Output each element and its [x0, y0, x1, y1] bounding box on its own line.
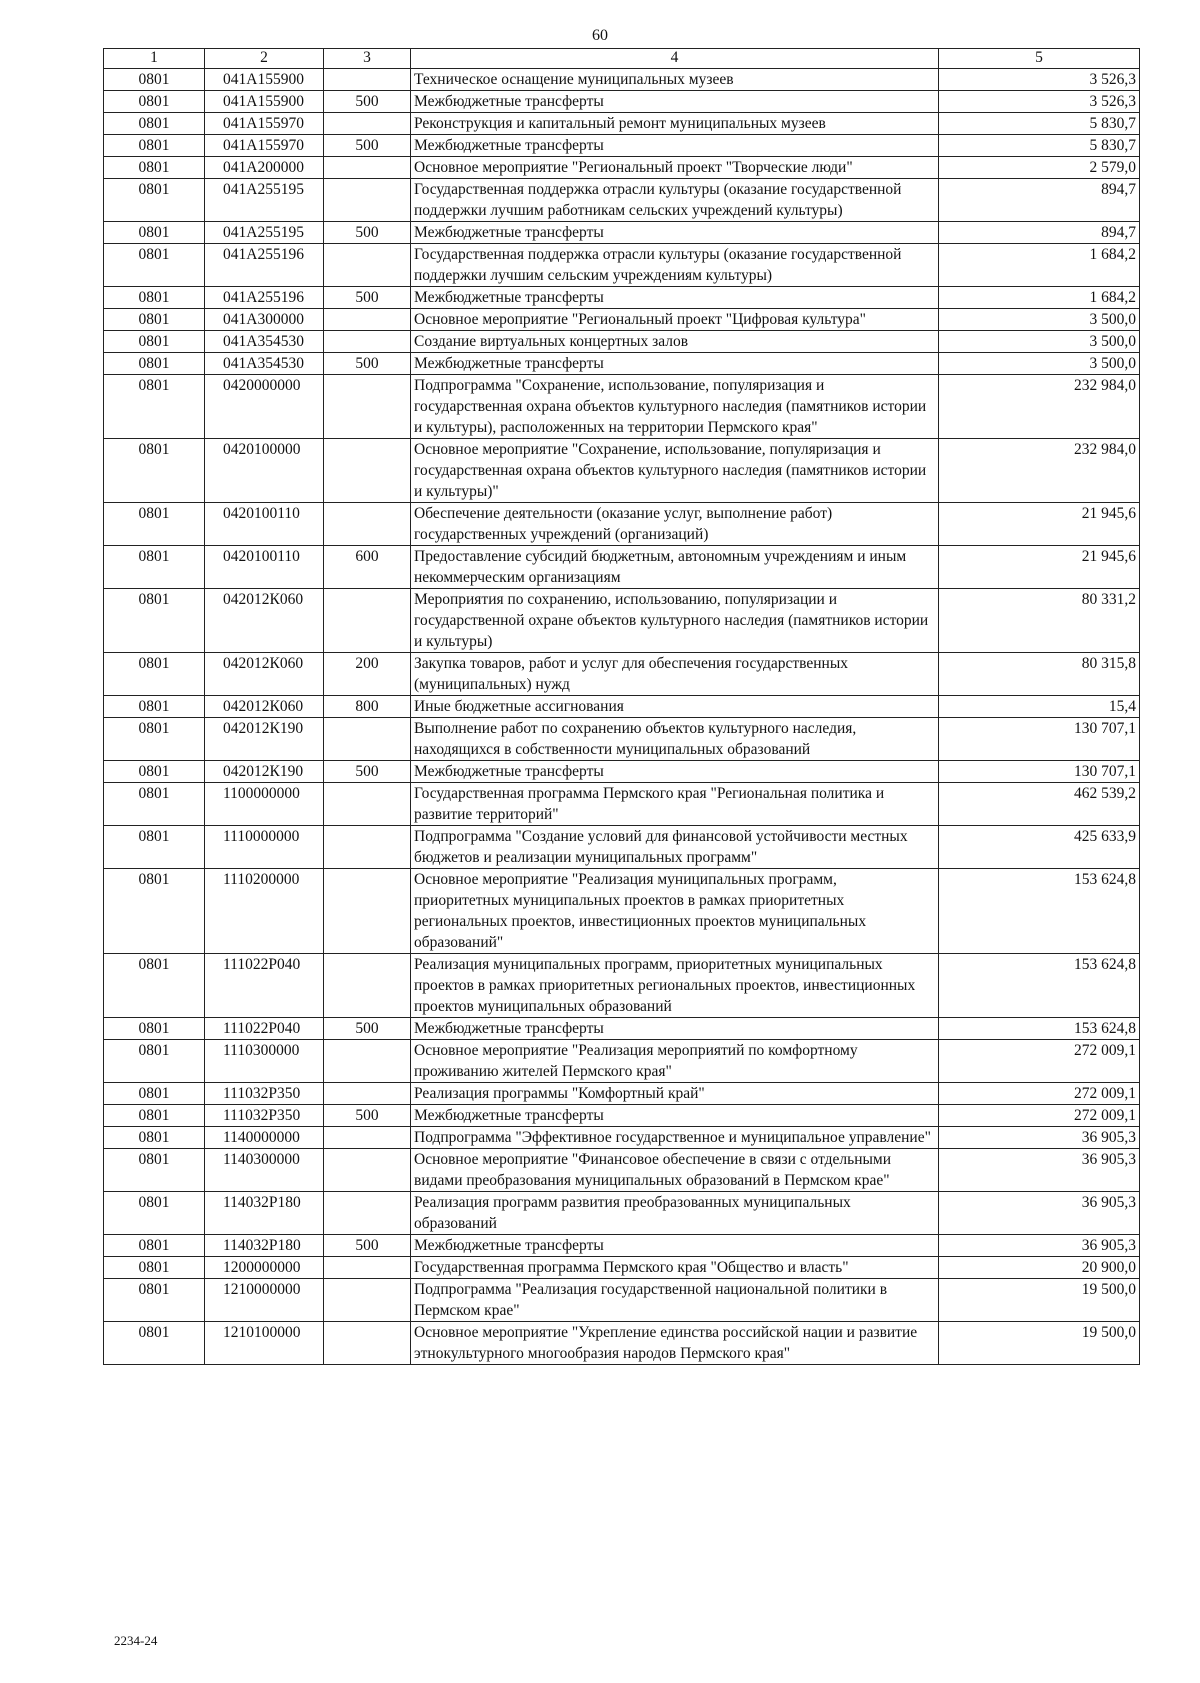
- table-row: [104, 1322, 1140, 1365]
- target-article-cell: 1110000000: [205, 826, 324, 869]
- table-row: [104, 1040, 1140, 1083]
- target-article-cell: 042012К060: [205, 589, 324, 653]
- target-article-cell: 041A155900: [205, 69, 324, 91]
- section-code-cell: 0801: [104, 135, 205, 157]
- target-article-cell: 0420000000: [205, 375, 324, 439]
- description-cell: Закупка товаров, работ и услуг для обеспечения государственных (муниципальных) нужд: [411, 653, 939, 696]
- expense-type-cell: 500: [324, 1018, 411, 1040]
- amount-cell: 1 684,2: [939, 287, 1140, 309]
- description-cell: Техническое оснащение муниципальных музеев: [411, 69, 939, 91]
- section-code-cell: 0801: [104, 1257, 205, 1279]
- section-code-cell: 0801: [104, 1279, 205, 1322]
- expense-type-cell: [324, 1257, 411, 1279]
- table-row: [104, 179, 1140, 222]
- description-cell: Реализация программ развития преобразованных муниципальных образований: [411, 1192, 939, 1235]
- section-code-cell: 0801: [104, 869, 205, 954]
- description-cell: Межбюджетные трансферты: [411, 353, 939, 375]
- description-cell: Реконструкция и капитальный ремонт муниципальных музеев: [411, 113, 939, 135]
- section-code-cell: 0801: [104, 375, 205, 439]
- expense-type-cell: [324, 157, 411, 179]
- section-code-cell: 0801: [104, 1040, 205, 1083]
- target-article-cell: 042012К190: [205, 761, 324, 783]
- target-article-cell: 1100000000: [205, 783, 324, 826]
- expense-type-cell: [324, 826, 411, 869]
- description-cell: Основное мероприятие "Сохранение, использование, популяризация и государственная охрана объектов культурного наследия (памятников истории и культуры)": [411, 439, 939, 503]
- target-article-cell: 041A155970: [205, 135, 324, 157]
- amount-cell: 3 526,3: [939, 91, 1140, 113]
- table-row: [104, 546, 1140, 589]
- target-article-cell: 042012К190: [205, 718, 324, 761]
- target-article-cell: 042012К060: [205, 696, 324, 718]
- amount-cell: 21 945,6: [939, 546, 1140, 589]
- table-row: [104, 1235, 1140, 1257]
- section-code-cell: 0801: [104, 179, 205, 222]
- table-row: [104, 503, 1140, 546]
- target-article-cell: 0420100110: [205, 503, 324, 546]
- description-cell: Межбюджетные трансферты: [411, 1235, 939, 1257]
- expense-type-cell: 500: [324, 222, 411, 244]
- amount-cell: 80 315,8: [939, 653, 1140, 696]
- section-code-cell: 0801: [104, 718, 205, 761]
- target-article-cell: 041A155970: [205, 113, 324, 135]
- description-cell: Основное мероприятие "Реализация мероприятий по комфортному проживанию жителей Пермского края": [411, 1040, 939, 1083]
- amount-cell: 15,4: [939, 696, 1140, 718]
- amount-cell: 36 905,3: [939, 1127, 1140, 1149]
- section-code-cell: 0801: [104, 69, 205, 91]
- header-col-4: 4: [411, 49, 939, 69]
- section-code-cell: 0801: [104, 1235, 205, 1257]
- header-row: [104, 49, 1140, 69]
- target-article-cell: 1140300000: [205, 1149, 324, 1192]
- table-row: [104, 244, 1140, 287]
- header-col-1: 1: [104, 49, 205, 69]
- table-row: [104, 761, 1140, 783]
- description-cell: Подпрограмма "Эффективное государственное и муниципальное управление": [411, 1127, 939, 1149]
- section-code-cell: 0801: [104, 287, 205, 309]
- section-code-cell: 0801: [104, 546, 205, 589]
- expense-type-cell: [324, 1127, 411, 1149]
- description-cell: Межбюджетные трансферты: [411, 1105, 939, 1127]
- target-article-cell: 111022P040: [205, 1018, 324, 1040]
- amount-cell: 36 905,3: [939, 1149, 1140, 1192]
- target-article-cell: 114032P180: [205, 1192, 324, 1235]
- table-row: [104, 309, 1140, 331]
- amount-cell: 5 830,7: [939, 113, 1140, 135]
- description-cell: Государственная поддержка отрасли культуры (оказание государственной поддержки лучшим сельским учреждениям культуры): [411, 244, 939, 287]
- table-row: [104, 783, 1140, 826]
- section-code-cell: 0801: [104, 589, 205, 653]
- amount-cell: 153 624,8: [939, 1018, 1140, 1040]
- table-row: [104, 696, 1140, 718]
- expense-type-cell: [324, 1192, 411, 1235]
- expense-type-cell: [324, 113, 411, 135]
- amount-cell: 3 500,0: [939, 331, 1140, 353]
- description-cell: Межбюджетные трансферты: [411, 1018, 939, 1040]
- amount-cell: 894,7: [939, 179, 1140, 222]
- section-code-cell: 0801: [104, 783, 205, 826]
- section-code-cell: 0801: [104, 954, 205, 1018]
- table-row: [104, 1192, 1140, 1235]
- amount-cell: 130 707,1: [939, 718, 1140, 761]
- table-row: [104, 287, 1140, 309]
- section-code-cell: 0801: [104, 1127, 205, 1149]
- expense-type-cell: [324, 1279, 411, 1322]
- description-cell: Обеспечение деятельности (оказание услуг, выполнение работ) государственных учреждений (организаций): [411, 503, 939, 546]
- expense-type-cell: 600: [324, 546, 411, 589]
- description-cell: Государственная поддержка отрасли культуры (оказание государственной поддержки лучшим работникам сельских учреждений культуры): [411, 179, 939, 222]
- description-cell: Межбюджетные трансферты: [411, 761, 939, 783]
- amount-cell: 462 539,2: [939, 783, 1140, 826]
- amount-cell: 36 905,3: [939, 1235, 1140, 1257]
- table-row: [104, 1105, 1140, 1127]
- expense-type-cell: 500: [324, 287, 411, 309]
- table-row: [104, 718, 1140, 761]
- table-row: [104, 1257, 1140, 1279]
- amount-cell: 425 633,9: [939, 826, 1140, 869]
- target-article-cell: 041A255195: [205, 179, 324, 222]
- description-cell: Межбюджетные трансферты: [411, 135, 939, 157]
- description-cell: Государственная программа Пермского края "Общество и власть": [411, 1257, 939, 1279]
- section-code-cell: 0801: [104, 1083, 205, 1105]
- table-row: [104, 826, 1140, 869]
- amount-cell: 1 684,2: [939, 244, 1140, 287]
- expense-type-cell: 800: [324, 696, 411, 718]
- description-cell: Мероприятия по сохранению, использованию, популяризации и государственной охране объектов культурного наследия (памятников истории и культуры): [411, 589, 939, 653]
- description-cell: Межбюджетные трансферты: [411, 91, 939, 113]
- table-body: [104, 69, 1140, 1365]
- section-code-cell: 0801: [104, 1018, 205, 1040]
- amount-cell: 20 900,0: [939, 1257, 1140, 1279]
- amount-cell: 80 331,2: [939, 589, 1140, 653]
- budget-table: [103, 48, 1140, 1365]
- expense-type-cell: [324, 1322, 411, 1365]
- amount-cell: 232 984,0: [939, 375, 1140, 439]
- section-code-cell: 0801: [104, 1322, 205, 1365]
- expense-type-cell: [324, 69, 411, 91]
- amount-cell: 3 500,0: [939, 353, 1140, 375]
- description-cell: Иные бюджетные ассигнования: [411, 696, 939, 718]
- header-col-2: 2: [205, 49, 324, 69]
- expense-type-cell: [324, 309, 411, 331]
- target-article-cell: 041A300000: [205, 309, 324, 331]
- expense-type-cell: 500: [324, 135, 411, 157]
- section-code-cell: 0801: [104, 826, 205, 869]
- table-row: [104, 653, 1140, 696]
- amount-cell: 153 624,8: [939, 954, 1140, 1018]
- header-col-5: 5: [939, 49, 1140, 69]
- amount-cell: 3 500,0: [939, 309, 1140, 331]
- description-cell: Основное мероприятие "Укрепление единства российской нации и развитие этнокультурного многообразия народов Пермского края": [411, 1322, 939, 1365]
- table-row: [104, 869, 1140, 954]
- description-cell: Реализация программы "Комфортный край": [411, 1083, 939, 1105]
- target-article-cell: 1140000000: [205, 1127, 324, 1149]
- amount-cell: 153 624,8: [939, 869, 1140, 954]
- table-row: [104, 353, 1140, 375]
- target-article-cell: 041A155900: [205, 91, 324, 113]
- table-row: [104, 222, 1140, 244]
- amount-cell: 272 009,1: [939, 1040, 1140, 1083]
- document-code: 2234-24: [114, 1633, 158, 1648]
- table-row: [104, 1127, 1140, 1149]
- expense-type-cell: [324, 331, 411, 353]
- table-row: [104, 331, 1140, 353]
- amount-cell: 232 984,0: [939, 439, 1140, 503]
- expense-type-cell: [324, 179, 411, 222]
- target-article-cell: 042012К060: [205, 653, 324, 696]
- description-cell: Подпрограмма "Сохранение, использование, популяризация и государственная охрана объектов культурного наследия (памятников истории и культуры), расположенных на территории Пермского края": [411, 375, 939, 439]
- target-article-cell: 1200000000: [205, 1257, 324, 1279]
- expense-type-cell: 500: [324, 353, 411, 375]
- expense-type-cell: 500: [324, 91, 411, 113]
- page-number: 60: [592, 27, 608, 44]
- section-code-cell: 0801: [104, 439, 205, 503]
- description-cell: Основное мероприятие "Реализация муниципальных программ, приоритетных муниципальных проектов в рамках приоритетных региональных проектов, инвестиционных проектов муниципальных образований": [411, 869, 939, 954]
- section-code-cell: 0801: [104, 1192, 205, 1235]
- expense-type-cell: [324, 1083, 411, 1105]
- expense-type-cell: [324, 589, 411, 653]
- table-row: [104, 375, 1140, 439]
- target-article-cell: 041A354530: [205, 331, 324, 353]
- description-cell: Подпрограмма "Реализация государственной национальной политики в Пермском крае": [411, 1279, 939, 1322]
- description-cell: Межбюджетные трансферты: [411, 287, 939, 309]
- amount-cell: 130 707,1: [939, 761, 1140, 783]
- section-code-cell: 0801: [104, 653, 205, 696]
- target-article-cell: 0420100000: [205, 439, 324, 503]
- section-code-cell: 0801: [104, 91, 205, 113]
- section-code-cell: 0801: [104, 244, 205, 287]
- description-cell: Реализация муниципальных программ, приоритетных муниципальных проектов в рамках приоритетных региональных проектов, инвестиционных проектов муниципальных образований: [411, 954, 939, 1018]
- table-row: [104, 1018, 1140, 1040]
- target-article-cell: 1110300000: [205, 1040, 324, 1083]
- expense-type-cell: [324, 718, 411, 761]
- section-code-cell: 0801: [104, 353, 205, 375]
- target-article-cell: 041A255195: [205, 222, 324, 244]
- section-code-cell: 0801: [104, 309, 205, 331]
- amount-cell: 2 579,0: [939, 157, 1140, 179]
- description-cell: Создание виртуальных концертных залов: [411, 331, 939, 353]
- section-code-cell: 0801: [104, 696, 205, 718]
- header-col-3: 3: [324, 49, 411, 69]
- amount-cell: 272 009,1: [939, 1105, 1140, 1127]
- table-row: [104, 954, 1140, 1018]
- table-row: [104, 91, 1140, 113]
- table-row: [104, 135, 1140, 157]
- amount-cell: 19 500,0: [939, 1279, 1140, 1322]
- table-row: [104, 1279, 1140, 1322]
- description-cell: Государственная программа Пермского края "Региональная политика и развитие территорий": [411, 783, 939, 826]
- expense-type-cell: [324, 503, 411, 546]
- target-article-cell: 041A200000: [205, 157, 324, 179]
- amount-cell: 21 945,6: [939, 503, 1140, 546]
- table-row: [104, 589, 1140, 653]
- target-article-cell: 111032P350: [205, 1083, 324, 1105]
- description-cell: Выполнение работ по сохранению объектов культурного наследия, находящихся в собственности муниципальных образований: [411, 718, 939, 761]
- section-code-cell: 0801: [104, 157, 205, 179]
- expense-type-cell: 500: [324, 1105, 411, 1127]
- expense-type-cell: [324, 783, 411, 826]
- amount-cell: 3 526,3: [939, 69, 1140, 91]
- table-row: [104, 113, 1140, 135]
- section-code-cell: 0801: [104, 113, 205, 135]
- description-cell: Подпрограмма "Создание условий для финансовой устойчивости местных бюджетов и реализации муниципальных программ": [411, 826, 939, 869]
- expense-type-cell: [324, 244, 411, 287]
- expense-type-cell: [324, 954, 411, 1018]
- section-code-cell: 0801: [104, 1105, 205, 1127]
- expense-type-cell: [324, 439, 411, 503]
- target-article-cell: 041A354530: [205, 353, 324, 375]
- amount-cell: 19 500,0: [939, 1322, 1140, 1365]
- table-row: [104, 69, 1140, 91]
- target-article-cell: 0420100110: [205, 546, 324, 589]
- table-row: [104, 157, 1140, 179]
- expense-type-cell: 200: [324, 653, 411, 696]
- description-cell: Основное мероприятие "Финансовое обеспечение в связи с отдельными видами преобразования муниципальных образований в Пермском крае": [411, 1149, 939, 1192]
- description-cell: Основное мероприятие "Региональный проект "Творческие люди": [411, 157, 939, 179]
- table-row: [104, 439, 1140, 503]
- target-article-cell: 041A255196: [205, 287, 324, 309]
- table-row: [104, 1149, 1140, 1192]
- expense-type-cell: 500: [324, 1235, 411, 1257]
- target-article-cell: 1210000000: [205, 1279, 324, 1322]
- target-article-cell: 111032P350: [205, 1105, 324, 1127]
- expense-type-cell: [324, 375, 411, 439]
- target-article-cell: 041A255196: [205, 244, 324, 287]
- amount-cell: 36 905,3: [939, 1192, 1140, 1235]
- table-row: [104, 1083, 1140, 1105]
- section-code-cell: 0801: [104, 503, 205, 546]
- section-code-cell: 0801: [104, 222, 205, 244]
- expense-type-cell: 500: [324, 761, 411, 783]
- amount-cell: 272 009,1: [939, 1083, 1140, 1105]
- section-code-cell: 0801: [104, 761, 205, 783]
- target-article-cell: 114032P180: [205, 1235, 324, 1257]
- section-code-cell: 0801: [104, 1149, 205, 1192]
- amount-cell: 5 830,7: [939, 135, 1140, 157]
- expense-type-cell: [324, 1040, 411, 1083]
- target-article-cell: 1210100000: [205, 1322, 324, 1365]
- expense-type-cell: [324, 1149, 411, 1192]
- section-code-cell: 0801: [104, 331, 205, 353]
- description-cell: Предоставление субсидий бюджетным, автономным учреждениям и иным некоммерческим организациям: [411, 546, 939, 589]
- description-cell: Основное мероприятие "Региональный проект "Цифровая культура": [411, 309, 939, 331]
- description-cell: Межбюджетные трансферты: [411, 222, 939, 244]
- target-article-cell: 1110200000: [205, 869, 324, 954]
- amount-cell: 894,7: [939, 222, 1140, 244]
- expense-type-cell: [324, 869, 411, 954]
- target-article-cell: 111022P040: [205, 954, 324, 1018]
